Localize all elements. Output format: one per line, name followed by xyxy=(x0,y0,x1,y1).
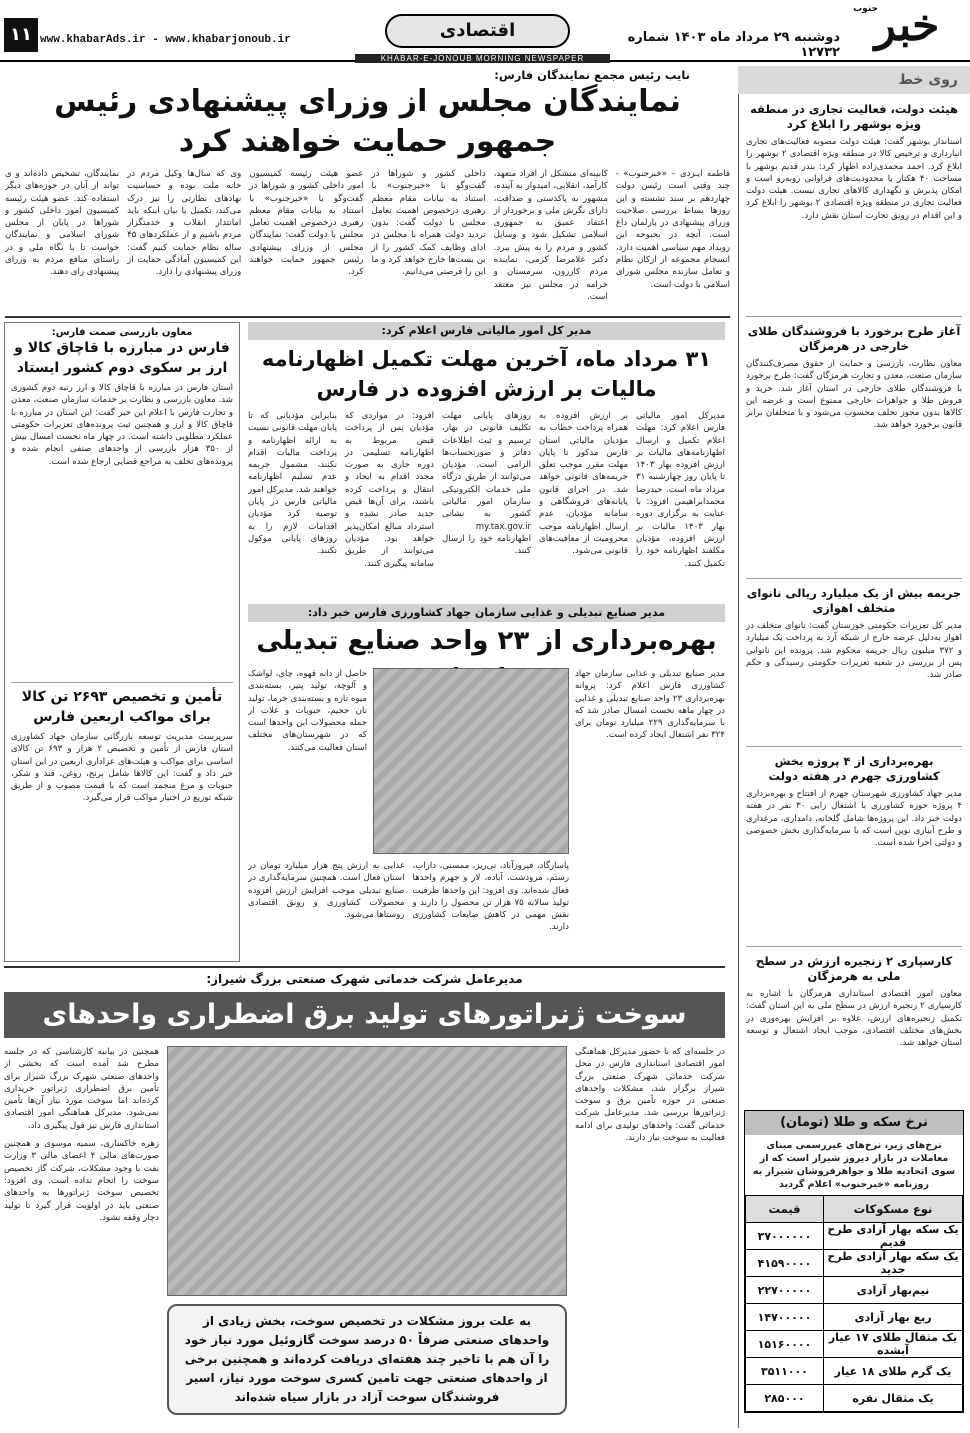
coin-price: ۳۵۱۱۰۰۰ xyxy=(746,1358,824,1385)
sidebar-item-title: کارسپاری ۲ زنجیره ارزش در سطح ملی به هرمزگان xyxy=(755,954,953,983)
table-row xyxy=(746,1331,963,1358)
date-line: دوشنبه ۲۹ مرداد ماه ۱۴۰۳ شماره ۱۲۷۳۲ xyxy=(627,30,840,60)
divider xyxy=(746,578,962,579)
sidebar-item xyxy=(746,324,962,588)
sidebar-item-body: مدیر کل تعزیرات حکومتی خوزستان گفت: نانوای متخلف در اهواز به‌دلیل عرضه خارج از شبکه آرد به پرداخت یک میلیارد و ۳۷۲ میلیون ریال جریمه محکوم شد. پرونده این نانوایی پس از بررسی در شعبه تعزیرات حکومتی رسیدگی و حکم صادر شد. xyxy=(746,621,962,681)
table-row xyxy=(746,1250,963,1277)
smuggling-body: استان فارس در مبارزه با قاچاق کالا و ارز رتبه دوم کشوری شد. معاون بازرسی و نظارت بر خدمات سازمان صنعت، معدن و تجارت فارس با اعلام این خبر گفت: این استان در مبارزه با قاچاق کالا و ارز و همچنین ثبت پرونده‌های تعزیرات حکومتی عملکرد مطلوبی داشته است. در چهار ماه نخست امسال بیش از ۳۵۰ هزار بازرسی از واحدهای صنفی انجام شده و پرونده‌های تخلف به مراجع قضایی ارجاع شده است. xyxy=(11,383,233,467)
logo-sub: جنوب xyxy=(853,4,878,14)
table-row xyxy=(746,1277,963,1304)
agri-col-right xyxy=(575,668,725,958)
tax-headline-2: مالیات بر ارزش افزوده در فارس xyxy=(316,377,657,401)
power-col-left xyxy=(4,1046,159,1424)
power-headline: سوخت ژنراتورهای تولید برق اضطراری واحدهای xyxy=(4,992,725,1038)
allocation-body: سرپرست مدیریت توسعه بازرگانی سازمان جهاد کشاورزی استان فارس از تأمین و تخصیص ۲ هزار و ۶۹۳ تن کالای اساسی برای مواکب و هیئت‌های عزاداری اربعین در این استان خبر داد و گفت: این کالاها شامل برنج، روغن، قند و شکر، حبوبات و مرغ منجمد است که با قیمت مصوب و از طریق شبکه توزیع در اختیار مواکب قرار می‌گیرد. xyxy=(11,732,233,804)
section-tag: اقتصادی xyxy=(385,14,570,48)
agri-kicker: مدیر صنایع تبدیلی و غذایی سازمان جهاد کشاورزی فارس خبر داد: xyxy=(248,604,725,622)
divider xyxy=(4,966,725,968)
price-table-box xyxy=(744,1110,964,1413)
allocation-headline: تأمین و تخصیص ۲۶۹۳ تن کالا برای مواکب اربعین فارس xyxy=(21,689,223,725)
lead-story xyxy=(5,68,730,344)
sidebar-item xyxy=(746,754,962,948)
agri-col: پاسارگاد، فیروزآباد، نی‌ریز، ممسنی، داراب، رستم، مرودشت، آباده، لار و جهرم واحدها فعال شده‌اند. وی افزود: این واحدها ظرفیت تولید سالانه ۷۵ هزار تن محصول را دارند و نقش مهمی در کاهش ضایعات کشاورزی دارند. xyxy=(412,861,569,933)
tax-col: روزهای پایانی مهلت تکلیف قانونی در بهار، ترسیم و ثبت اطلاعات دفاتر و صورتحساب‌ها الزامی است. مؤدیان می‌توانند از طریق درگاه ملی خدمات الکترونیکی سازمان امور مالیاتی کشور به نشانی my.tax.gov.ir اظهارنامه خود را ارسال کنند. xyxy=(442,411,531,557)
sidebar-item-title: بهره‌برداری از ۴ پروژه بخش کشاورزی جهرم در هفته دولت xyxy=(768,754,940,783)
power-col-right xyxy=(575,1046,725,1424)
sidebar-item xyxy=(746,102,962,286)
divider xyxy=(5,316,730,318)
coin-name: یک مثقال طلای ۱۷ عیار آبشده xyxy=(824,1331,963,1358)
price-table-note: نرخ‌های زیر، نرخ‌های غیررسمی مبنای معاملات در بازار دیروز شیراز است که از سوی اتحادیه طلا و جواهرفروشان شیراز به روزنامه «خبرجنوب» اعلام گردید xyxy=(752,1140,956,1190)
sidebar-item-title: آغاز طرح برخورد با فروشندگان طلای خارجی در هرمزگان xyxy=(747,324,961,353)
agri-col: مدیر صنایع تبدیلی و غذایی سازمان جهاد کشاورزی فارس اعلام کرد: پروانه بهره‌برداری ۲۳ واحد صنایع تبدیلی و غذایی در چهار ماهه نخست امسال صادر شد که با سرمایه‌گذاری ۲۲۹ میلیارد تومان برای ۳۲۴ نفر اشتغال ایجاد کرده است. xyxy=(575,669,725,741)
price-table xyxy=(745,1195,963,1412)
coin-name: یک سکه بهار آزادی طرح جدید xyxy=(824,1250,963,1277)
masthead-strap: KHABAR-E-JONOUB MORNING NEWSPAPER xyxy=(355,54,610,63)
coin-name: یک سکه بهار آزادی طرح قدیم xyxy=(824,1223,963,1250)
table-row xyxy=(746,1304,963,1331)
coin-price: ۳۷۰۰۰۰۰۰ xyxy=(746,1223,824,1250)
lead-headline: نمایندگان مجلس از وزرای پیشنهادی رئیس جمهور حمایت خواهند کرد xyxy=(54,84,681,159)
smuggling-headline: فارس در مبارزه با قاچاق کالا و ارز بر سکوی دوم کشور ایستاد xyxy=(14,340,230,376)
lead-kicker: نایب رئیس مجمع نمایندگان فارس: xyxy=(494,68,690,82)
divider xyxy=(746,316,962,317)
price-table-heading: نرخ سکه و طلا (تومان) xyxy=(745,1111,963,1135)
tax-col: بنابراین مؤدیانی که تا پایان مهلت قانونی نسبت به ارائه اظهارنامه و پرداخت مالیات اقدام نکنند، مشمول جریمه عدم تسلیم اظهارنامه خواهند شد. مدیرکل امور مالیاتی فارس در پایان توصیه کرد مؤدیان اقدامات لازم را به روزهای پایانی موکول نکنند. xyxy=(248,411,337,557)
meeting-photo xyxy=(167,1046,567,1296)
website-urls[interactable]: www.khabarAds.ir - www.khabarjonoub.ir xyxy=(40,34,291,46)
newspaper-logo: خبر xyxy=(874,0,940,51)
lead-col: داخلی کشور و شورا‌ها در گفت‌وگو با «خبرجنوب» با استناد به بیانات مقام معظم رهبری درخصوص اهمیت تعامل مجلس با دولت گفت: بدون تردید دولت همراه با مجلس در ادای وظایف کمک کشور را از بن بست‌ها خارج خواهد کرد و ما این را فرصتی می‌دانیم. xyxy=(371,169,486,278)
smuggling-kicker: معاون بازرسی صمت فارس: xyxy=(51,327,193,338)
power-col: همچنین در بیانیه کارشناسی که در جلسه مطرح شد آمده است که بخشی از واحدهای صنعتی شهرک بزرگ شیراز برای تأمین برق اضطراری ژنراتور خریداری کرده‌اند اما سوخت مورد نیاز آن‌ها تأمین نمی‌شود. مدیرکل هماهنگی امور اقتصادی استانداری فارس نیز قول پیگیری داد. xyxy=(4,1047,159,1131)
lead-col: وی که سال‌ها وکیل مردم در خانه ملت بوده و حساسیت نهادهای نظارتی را نیز درک می‌کند، تکمیل با بیان اینکه باید امانتدار انقلاب و خدمتگزار مردم باشیم و از عملکردهای ۴۵ ساله نظام حمایت کنیم گفت: این کمیسیون آمادگی حمایت از وزرای پیشنهادی را دارد. xyxy=(127,169,242,278)
tax-col: مدیرکل امور مالیاتی فارس اعلام کرد: مهلت اعلام تکمیل و ارسال اظهارنامه‌های مالیات بر ارزش افزوده بهار ۱۴۰۳ تا پایان روز چهارشنبه ۳۱ مرداد ماه است. حیدرضا محمدابراهیمی افزود: با عنایت به برگزاری دوره بهار ۱۴۰۳ مالیات بر ارزش افزوده، مؤدیان مکلفند اظهارنامه خود را تکمیل کنند. xyxy=(636,411,725,569)
divider xyxy=(746,746,962,747)
sidebar-item-body: مدیر جهاد کشاورزی شهرستان جهرم از افتتاح و بهره‌برداری ۴ پروژه حوزه کشاورزی با اشتغال زایی ۳۰ نفر در هفته دولت خبر داد. این پروژه‌ها شامل گلخانه، دامداری، مرغداری و طرح آبیاری نوین است که با سرمایه‌گذاری بخش خصوصی و دولتی اجرا شده است. xyxy=(746,789,962,849)
table-row xyxy=(746,1358,963,1385)
tax-body xyxy=(248,410,725,600)
power-story xyxy=(4,972,725,1428)
col-name-header: نوع مسکوکات xyxy=(824,1196,963,1223)
lead-col: عضو هیئت رئیسه کمیسیون امور داخلی کشور و شورا‌ها در گفت‌وگو با «خبرجنوب» با استناد به بیانات مقام معظم رهبری درخصوص اهمیت تعامل مجلس با دولت گفت: نمایندگان مجلس از وزرای پیشنهادی رئیس جمهور حمایت خواهند کرد. xyxy=(249,169,364,278)
coin-name: یک گرم طلای ۱۸ عیار xyxy=(824,1358,963,1385)
coin-price: ۱۴۷۰۰۰۰۰ xyxy=(746,1304,824,1331)
smuggling-story xyxy=(4,322,240,962)
lead-col: فاطمه ایـزدی – «خبرجنوب» - چند وقتی است رئیس دولت چهاردهم بر سند تشسته و این روزها بساط بررسی صلاحیت وزرای پیشنهادی در پارلمان داغ است. آنچه در بحبوحه این رویداد مهم سیاسی اهمیت دارد، انسجام مجموعه از ارکان نظام و تعامل سازنده مجلس شورای اسلامی با دولت است. xyxy=(615,169,730,290)
divider xyxy=(746,946,962,947)
lead-col: کابینه‌ای متشکل از افراد متعهد، کارآمد، انقلابی، امیدوار به آینده، مشهور به پاکدستی و صداقت، دارای نگرش ملی و برخوردار از اعتقاد عمیق به جمهوری اسلامی تشکیل شود و وسایل کشور و مردم را به پیش ببرد. دکتر غلامرضا کرمی، نماینده مردم کازرون، سرمستان و خرامه در مجلس نیز معتقد است. xyxy=(493,169,608,302)
sidebar xyxy=(738,66,970,1428)
agri-col: حاصل از دانه قهوه، چای، لواشک و آلوچه، تولید پنیر، بسته‌بندی میوه تازه و بسته‌بندی خرما، تولید نان حجیم، حبوبات و غلات از جمله محصولات این واحدها است که در شهرستان‌های مختلف استان فعالیت می‌کنند. xyxy=(248,669,367,753)
sidebar-header: روی خط xyxy=(738,66,970,94)
coin-price: ۱۵۱۶۰۰۰۰ xyxy=(746,1331,824,1358)
power-col: در جلسه‌ای که با حضور مدیرکل هماهنگی امور اقتصادی استانداری فارس در محل شرکت خدماتی شهرک صنعتی بزرگ شیراز برگزار شد، مشکلات واحدهای صنعتی در حوزه تأمین برق و سوخت ژنراتورها بررسی شد. مدیرعامل شرکت خدماتی گفت: واحدهای تولیدی برای ادامه فعالیت به سوخت نیاز دارند. xyxy=(575,1047,725,1144)
coin-price: ۲۲۷۰۰۰۰۰ xyxy=(746,1277,824,1304)
sidebar-item xyxy=(746,954,962,1106)
sidebar-item-body: معاون امور اقتصادی استانداری هرمزگان با اشاره به کارسپاری ۲ زنجیره ارزش در سطح ملی به این استان گفت: تکمیل زنجیره‌های ارزش، علاوه بر افزایش بهره‌وری در بخش‌های مختلف اقتصادی، موجب ایجاد اشتغال و توسعه استان خواهد شد. xyxy=(746,989,962,1049)
agri-col: غذایی به ارزش پنج هزار میلیارد تومان در استان فعال است. همچنین سرمایه‌گذاری در صنایع تبدیلی موجب افزایش ارزش افزوده محصولات کشاورزی و رونق اقتصادی روستاها می‌شود. xyxy=(248,861,405,921)
col-price-header: قیمت xyxy=(746,1196,824,1223)
divider xyxy=(11,682,233,683)
tax-headline-1: ۳۱ مرداد ماه، آخرین مهلت تکمیل اظهارنامه xyxy=(261,347,712,371)
table-header-row xyxy=(746,1196,963,1223)
agri-story xyxy=(248,604,725,962)
agri-headline: بهره‌برداری از ۲۳ واحد صنایع تبدیلی xyxy=(256,626,717,656)
coin-price: ۴۱۵۹۰۰۰۰ xyxy=(746,1250,824,1277)
sidebar-item-body: معاون نظارت، بازرسی و حمایت از حقوق مصرف‌کنندگان سازمان صنعت، معدن و تجارت هرمزگان گفت: طرح برخورد با فروشندگان طلای خارجی در استان آغاز شد. خرید و فروش طلا و جواهرات خارجی ممنوع است و عرضه این کالاها بدون مجوز تخلف محسوب می‌شود و با متخلفان برابر قانون برخورد خواهد شد. xyxy=(746,359,962,431)
table-row xyxy=(746,1223,963,1250)
agri-col-left xyxy=(248,668,367,854)
tax-kicker: مدیر کل امور مالیاتی فارس اعلام کرد: xyxy=(248,322,725,340)
coin-price: ۲۸۵۰۰۰ xyxy=(746,1385,824,1412)
lead-col: نمایندگان، تشخیص داده‌اند و ی تواند از آنان در حوزه‌های دیگر استفاده کند. عضو هیئت رئیسه کمیسیون امور داخلی کشور و شوراها در پایان از مجلس شورای اسلامی و نمایندگان خواست تا با نگاه ملی و در راستای منافع مردم به وزرای پیشنهادی رای دهند. xyxy=(5,169,120,278)
tax-col: بر ارزش افزوده به همراه پرداخت خطاب به مؤدیان مالیاتی استان فارس مذکور تا پایان مهلت مقرر موجب تعلق جریمه‌های قانونی خواهد شد. در اجرای قانون پایانه‌های فروشگاهی و سامانه مؤدیان، عدم ارسال اظهارنامه موجب محرومیت از معافیت‌های قانونی می‌شود. xyxy=(539,411,628,557)
tax-story xyxy=(248,322,725,602)
table-row xyxy=(746,1385,963,1412)
pull-quote: به علت بروز مشکلات در تخصیص سوخت، بخش زیادی از واحدهای صنعتی صرفاً ۵۰ درصد سوخت گازوئیل مورد نیاز خود را آن هم با تاخیر چند هفته‌ای دریافت کرده‌اند و همچنین برخی از واحدهای صنعتی جهت تامین کسری سوخت مورد نیاز، اسیر فروشندگان سوخت آزاد در بازار سیاه شده‌اند xyxy=(167,1304,567,1415)
factory-photo xyxy=(373,668,569,854)
page-number: ۱۱ xyxy=(4,18,38,52)
tax-col: افزود: در مواردی که مؤدیان پس از پرداخت قبض مربوط به اظهارنامه تسلیمی در دوره جاری به صورت مجدد اقدام به ایجاد و انتقال و پرداخت کرده باشند، برای آن‌ها قبض جدید صادر نشده و استرداد مبالغ امکان‌پذیر خواهد بود. مؤدیان می‌توانند از طریق سامانه پیگیری کنند. xyxy=(345,411,434,569)
power-kicker: مدیرعامل شرکت خدماتی شهرک صنعتی بزرگ شیراز: xyxy=(206,972,523,986)
sidebar-item-title: جریمه بیش از یک میلیارد ریالی نانوای متخلف اهوازی xyxy=(746,586,962,615)
power-col: زهره خاکساری، سمیه موسوی و همچنین صورت‌های مالی ۴ اعضای مالی ۳ وزارت نفت با وجود مشکلات، شرکت گاز تخصیص سوخت را انجام نداده است. وی افزود: تخصیص سوخت ژنراتورها به واحدهای صنعتی باید در اولویت قرار گیرد تا تولید دچار وقفه نشود. xyxy=(4,1139,159,1223)
coin-name: نیم‌بهار آزادی xyxy=(824,1277,963,1304)
coin-name: یک مثقال نقره xyxy=(824,1385,963,1412)
sidebar-item xyxy=(746,586,962,740)
sidebar-item-body: استاندار بوشهر گفت: هیئت دولت مصوبه فعالیت‌های تجاری انبارداری و ترخیص کالا در منطقه ویژه اقتصادی ۲ بوشهر را ابلاغ کرد. احمد محمدی‌زاده اظهار کرد: بندر قدیم بوشهر با مساحت ۴۰ هکتار با محدودیت‌های فراوانی روبه‌رو است و امکان پذیرش و نگهداری کالاهای تجاری نیست. هیئت دولت فعالیت تجاری در منطقه ویژه اقتصادی ۲ بوشهر را ابلاغ کرد و این اقدام در رونق تجارت استان نقش دارد. xyxy=(746,137,962,221)
sidebar-item-title: هیئت دولت، فعالیت تجاری در منطقه ویژه بوشهر را ابلاغ کرد xyxy=(750,102,958,131)
coin-name: ربع بهار آزادی xyxy=(824,1304,963,1331)
agri-lower xyxy=(248,860,569,958)
